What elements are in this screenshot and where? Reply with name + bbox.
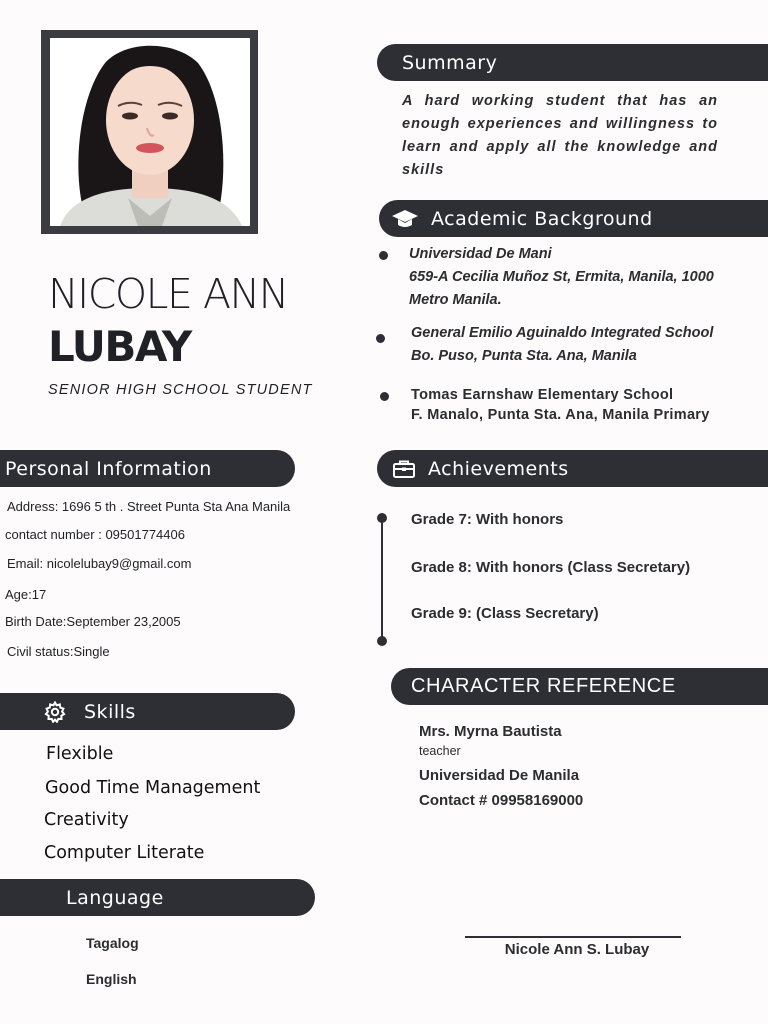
achievements-banner [377, 450, 768, 487]
graduation-cap-icon [391, 208, 419, 230]
academic-bullet [379, 251, 388, 260]
timeline-line [381, 518, 383, 641]
skill-item: Creativity [44, 810, 129, 830]
achievement-item: Grade 9: (Class Secretary) [411, 605, 599, 622]
skill-item: Good Time Management [45, 778, 261, 798]
personal-info-banner [0, 450, 295, 487]
signature-line [465, 936, 681, 938]
address: Address: 1696 5 th . Street Punta Sta Ana Manila [7, 499, 291, 514]
briefcase-icon [392, 459, 416, 479]
skills-heading: Skills [84, 700, 136, 723]
summary-text: A hard working student that has an enough experiences and willingness to learn and apply all the knowledge and skills [402, 93, 718, 178]
school-3: Tomas Earnshaw Elementary School F. Manalo, Punta Sta. Ana, Manila Primary [411, 387, 710, 423]
school-1: Universidad De Mani 659-A Cecilia Muñoz St, Ermita, Manila, 1000 Metro Manila. [409, 246, 714, 308]
school-2: General Emilio Aguinaldo Integrated School Bo. Puso, Punta Sta. Ana, Manila [411, 325, 714, 364]
summary-banner [377, 44, 768, 81]
age: Age:17 [5, 587, 47, 602]
skill-item: Computer Literate [44, 843, 205, 863]
skill-item: Flexible [46, 744, 114, 764]
reference-name: Mrs. Myrna Bautista [419, 723, 562, 740]
academic-bullet [376, 334, 385, 343]
contact-number: contact number : 09501774406 [5, 527, 185, 542]
reference-contact: Contact # 09958169000 [419, 792, 584, 809]
academic-banner [379, 200, 768, 237]
timeline-dot [377, 636, 387, 646]
language-heading: Language [66, 886, 164, 909]
skills-banner [0, 693, 295, 730]
academic-heading: Academic Background [431, 207, 653, 230]
signature-name: Nicole Ann S. Lubay [504, 941, 650, 958]
first-name: NICOLE ANN [48, 270, 288, 318]
language-item: Tagalog [86, 935, 139, 951]
birth-date: Birth Date:September 23,2005 [5, 614, 181, 629]
summary-heading: Summary [402, 51, 498, 74]
civil-status: Civil status:Single [7, 644, 110, 659]
academic-bullet [380, 392, 389, 401]
timeline-dot [377, 513, 387, 523]
language-item: English [86, 971, 137, 987]
personal-info-heading: Personal Information [5, 457, 212, 480]
last-name: LUBAY [48, 322, 191, 371]
character-reference-heading: CHARACTER REFERENCE [411, 675, 676, 697]
profile-photo [50, 38, 250, 226]
reference-school: Universidad De Manila [419, 767, 580, 784]
achievement-item: Grade 8: With honors (Class Secretary) [411, 559, 691, 576]
achievement-item: Grade 7: With honors [411, 511, 564, 528]
achievements-heading: Achievements [428, 457, 569, 480]
language-banner [0, 879, 315, 916]
email: Email: nicolelubay9@gmail.com [7, 556, 192, 571]
gear-icon [44, 701, 66, 723]
character-reference-banner [391, 668, 768, 705]
job-role: SENIOR HIGH SCHOOL STUDENT [48, 382, 313, 398]
reference-position: teacher [419, 744, 461, 758]
